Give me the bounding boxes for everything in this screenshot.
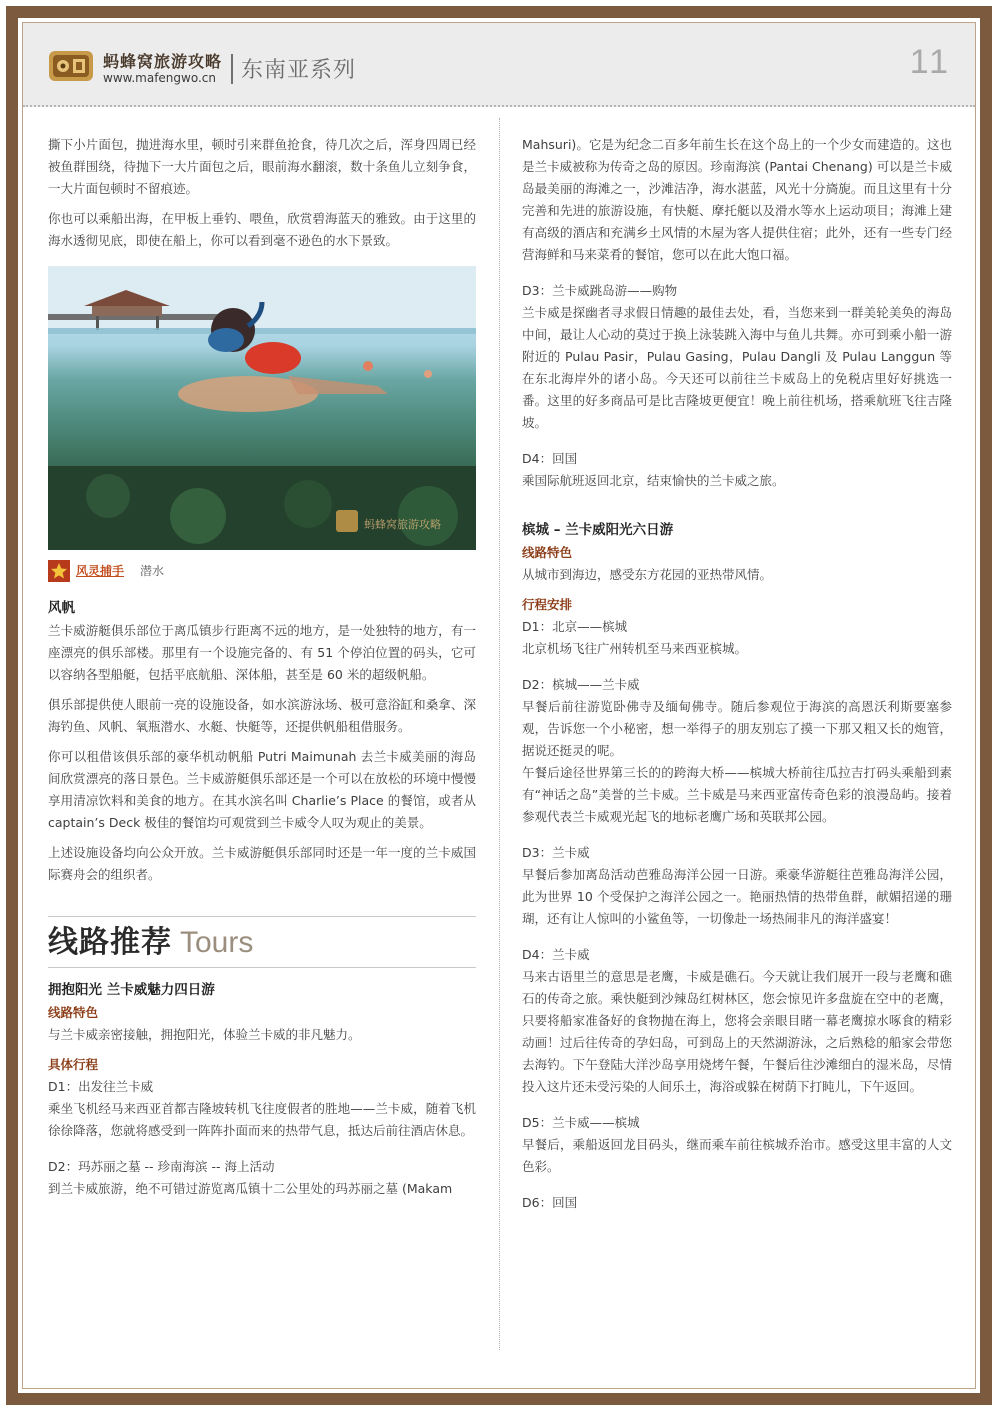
left-column [48, 134, 476, 1200]
tour2-d1-title: D1：北京——槟城 [522, 619, 628, 634]
tour1-d1-title: D1：出发往兰卡威 [48, 1079, 154, 1094]
tours-heading-cn: 线路推荐 [48, 925, 172, 960]
intro-paragraph-2: 你也可以乘船出海，在甲板上垂钓、喂鱼，欣赏碧海蓝天的雅致。由于这里的海水透彻见底，即使在船上，你可以看到毫不逊色的水下景致。 [48, 211, 476, 248]
tour1-d3-text: 兰卡威是探幽者寻求假日情趣的最佳去处，看，当您来到一群美轮美奂的海岛中间，最让人心动的莫过于换上泳装跳入海中与鱼儿共舞。亦可到乘小船一游附近的 Pulau Pasir，Pulau Gasing，Pulau Dangli 及 Pulau Langgun 等在东北海岸外的诸小岛。今天还可以前往兰卡威岛上的免税店里好好挑选一番。这里的好多商品可是比吉隆坡更便宜！晚上前往机场，搭乘航班飞往吉隆坡。 [522, 305, 952, 430]
tour2-d6-title: D6：回国 [522, 1195, 578, 1210]
snorkeling-photo [48, 266, 476, 550]
page-number: 11 [909, 43, 951, 81]
tour1-d2-text: 到兰卡威旅游，绝不可错过游览离瓜镇十二公里处的玛苏丽之墓 (Makam [48, 1181, 453, 1196]
tour2-title: 槟城 – 兰卡威阳光六日游 [522, 522, 674, 538]
right-column [522, 134, 952, 1214]
sail-paragraph-4: 上述设施设备均向公众开放。兰卡威游艇俱乐部同时还是一年一度的兰卡威国际赛舟会的组织者。 [48, 845, 476, 882]
page-header [23, 23, 975, 107]
tour2-feature-text: 从城市到海边，感受东方花园的亚热带风情。 [522, 567, 773, 582]
tour1-d2-title: D2：玛苏丽之墓 -- 珍南海滨 -- 海上活动 [48, 1159, 275, 1174]
tour2-d5-title: D5：兰卡威——槟城 [522, 1115, 640, 1130]
tour2-d2-title: D2：槟城——兰卡威 [522, 677, 640, 692]
logo-url: www.mafengwo.cn [103, 71, 216, 85]
tours-heading [48, 916, 476, 968]
snorkeling-illustration [48, 266, 476, 550]
tours-heading-en: Tours [180, 926, 254, 959]
tour1-d4-title: D4：回国 [522, 451, 578, 466]
tour2-feature-label: 线路特色 [522, 545, 573, 560]
photo-caption [48, 560, 476, 582]
series-title: 东南亚系列 [241, 58, 357, 83]
tour1-d4-text: 乘国际航班返回北京，结束愉快的兰卡威之旅。 [522, 473, 785, 488]
tour1-d1-text: 乘坐飞机经马来西亚首都吉隆坡转机飞往度假者的胜地——兰卡威，随着飞机徐徐降落，您就将感受到一阵阵扑面而来的热带气息，抵达后前往酒店休息。 [48, 1101, 476, 1138]
sail-paragraph-1: 兰卡威游艇俱乐部位于离瓜镇步行距离不远的地方，是一处独特的地方，有一座漂亮的俱乐部楼。那里有一个设施完备的、有 51 个停泊位置的码头，它可以容纳各型船艇，包括平底航船、深体船，甚至是 60 米的超级帆船。 [48, 623, 476, 682]
sail-paragraph-3: 你可以租借该俱乐部的豪华机动帆船 Putri Maimunah 去兰卡威美丽的海岛间欣赏漂亮的落日景色。兰卡威游艇俱乐部还是一个可以在放松的环境中慢慢享用清凉饮料和美食的地方。在其水滨名叫 Charlie’s Place 的餐馆，或者从 captain’s Deck 极佳的餐馆均可观赏到兰卡威令人叹为观止的美景。 [48, 749, 476, 830]
sail-section-title: 风帆 [48, 600, 75, 616]
tour1-d3-title: D3：兰卡威跳岛游——购物 [522, 283, 678, 298]
tour2-d2-text-1: 早餐后前往游览卧佛寺及缅甸佛寺。随后参观位于海滨的高恩沃利斯要塞参观，告诉您一个小秘密，想一举得子的朋友别忘了摸一下那又粗又长的炮管，据说还挺灵的呢。 [522, 699, 952, 758]
header-separator [231, 54, 233, 84]
d2-continued-text: Mahsuri)。它是为纪念二百多年前生长在这个岛上的一个少女而建造的。这也是兰卡威被称为传奇之岛的原因。珍南海滨 (Pantai Chenang) 可以是兰卡威岛最美丽的海滩之一，沙滩洁净，海水湛蓝，风光十分旖旎。而且这里有十分完善和先进的旅游设施，有快艇、摩托艇以及滑水等水上运动项目；海滩上建有高级的酒店和充满乡土风情的木屋为客人提供住宿；此外，还有一些专门经营海鲜和马来菜肴的餐馆，您可以在此大饱口福。 [522, 137, 952, 262]
tour2-d1-text: 北京机场飞往广州转机至马来西亚槟城。 [522, 641, 748, 656]
tour2-schedule-label: 行程安排 [522, 597, 573, 612]
tour1-itinerary-label: 具体行程 [48, 1057, 99, 1072]
tour2-d5-text: 早餐后，乘船返回龙目码头，继而乘车前往槟城乔治市。感受这里丰富的人文色彩。 [522, 1137, 952, 1174]
caption-author-link[interactable]: 风灵捕手 [76, 564, 125, 578]
tour2-d2-text-2: 午餐后途径世界第三长的的跨海大桥——槟城大桥前往瓜拉吉打码头乘船到素有“神话之岛”美誉的兰卡威。兰卡威是马来西亚富传奇色彩的浪漫岛屿。接着参观代表兰卡威观光起飞的地标老鹰广场和英联邦公园。 [522, 765, 952, 824]
tour1-title: 拥抱阳光 兰卡威魅力四日游 [48, 982, 215, 998]
intro-paragraph-1: 撕下小片面包，抛进海水里，顿时引来群鱼抢食，待几次之后，浑身四周已经被鱼群围绕，待抛下一大片面包之后，眼前海水翻滚，数十条鱼儿立刻争食，一大片面包顿时不留痕迹。 [48, 137, 476, 196]
tour2-d3-title: D3：兰卡威 [522, 845, 590, 860]
sail-paragraph-2: 俱乐部提供使人眼前一亮的设施设备，如水滨游泳场、极可意浴缸和桑拿、深海钓鱼、风帆、氧瓶潜水、水艇、快艇等，还提供帆船租借服务。 [48, 697, 476, 734]
caption-text: 潜水 [140, 564, 165, 578]
star-badge-icon [48, 560, 70, 582]
mafengwo-logo-icon [47, 47, 97, 85]
tour2-d4-title: D4：兰卡威 [522, 947, 590, 962]
tour1-feature-text: 与兰卡威亲密接触，拥抱阳光，体验兰卡威的非凡魅力。 [48, 1027, 361, 1042]
column-divider [499, 118, 500, 1350]
tour2-d4-text: 马来古语里兰的意思是老鹰，卡威是礁石。今天就让我们展开一段与老鹰和礁石的传奇之旅。乘快艇到沙辣岛红树林区，您会惊见许多盘旋在空中的老鹰，只要将船家准备好的食物抛在海上，您将会亲眼目睹一幕老鹰掠水啄食的精彩动画！过后往传奇的孕妇岛，可到岛上的天然湖游泳，之后熟稔的船家会带您去海钓。下午登陆大洋沙岛享用烧烤午餐，午餐后往沙滩细白的湿米岛，尽情投入这片还未受污染的人间乐土，海浴或躲在树荫下打盹儿，下午返回。 [522, 969, 952, 1094]
photo-watermark: 蚂蜂窝旅游攻略 [364, 518, 441, 531]
tour2-d3-text: 早餐后参加离岛活动芭雅岛海洋公园一日游。乘豪华游艇往芭雅岛海洋公园，此为世界 10 个受保护之海洋公园之一。艳丽热情的热带鱼群，献媚招递的珊瑚，还有让人惊叫的小鲨鱼等，一切像赴一场热闹非凡的海洋盛宴！ [522, 867, 952, 926]
tour1-feature-label: 线路特色 [48, 1005, 99, 1020]
logo-text: 蚂蜂窝旅游攻略 [103, 52, 223, 71]
